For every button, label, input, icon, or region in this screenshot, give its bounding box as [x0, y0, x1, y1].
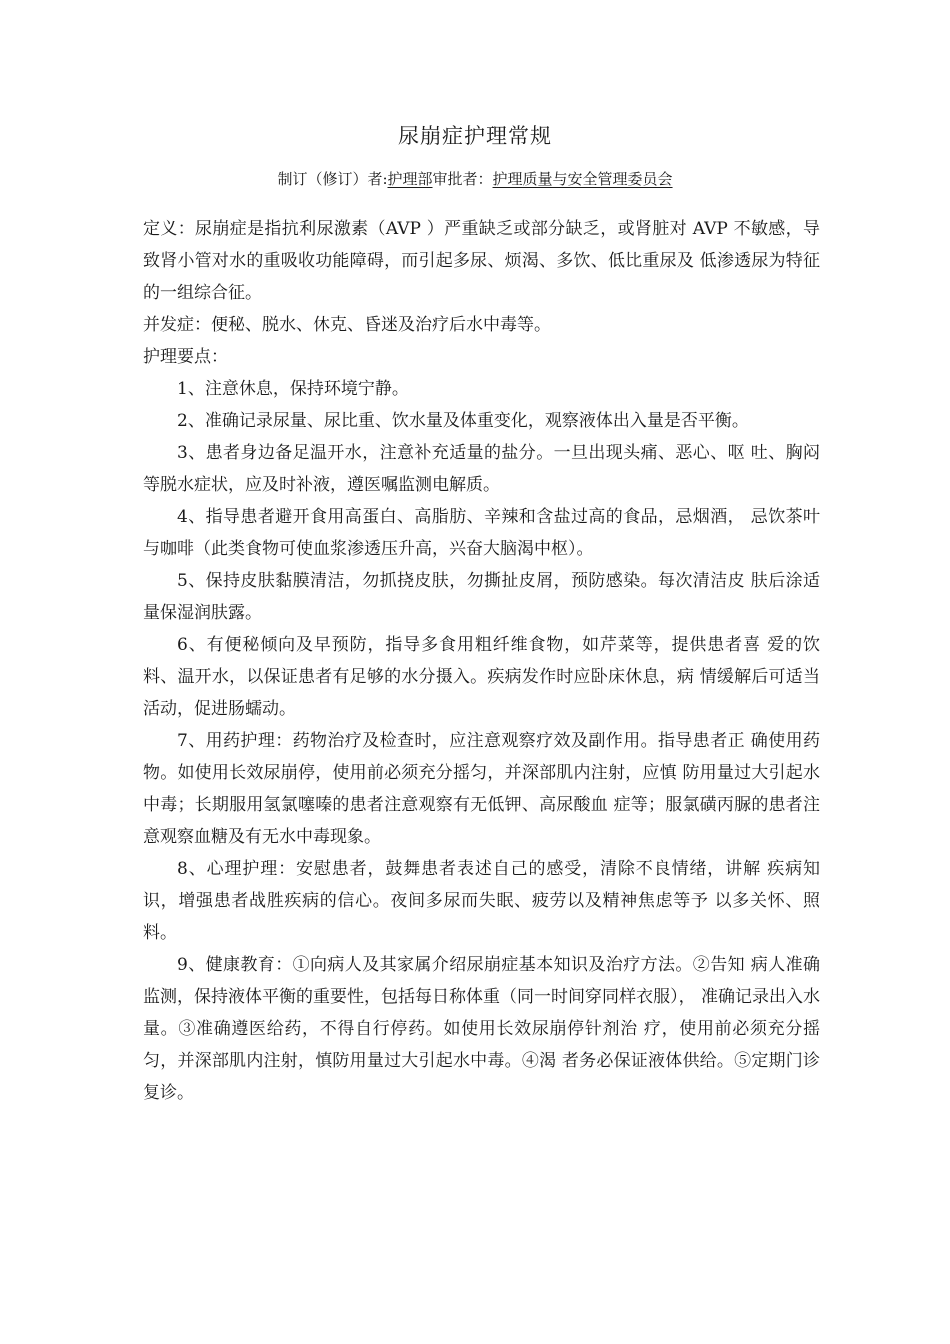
- document-title: 尿崩症护理常规: [398, 124, 552, 148]
- key-point-item: 6、有便秘倾向及早预防，指导多食用粗纤维食物，如芹菜等，提供患者喜 爱的饮料、温开水，以保证患者有足够的水分摄入。疾病发作时应卧床休息，病 情缓解后可适当活动，促进肠蠕动。: [143, 635, 820, 719]
- key-points-heading: 护理要点：: [143, 347, 228, 367]
- key-point-item: 9、健康教育：①向病人及其家属介绍尿崩症基本知识及治疗方法。②告知 病人准确监测，保持液体平衡的重要性，包括每日称体重（同一时间穿同样衣服）， 准确记录出入水量。③准确遵医给药，不得自行停药。如使用长效尿崩停针剂治 疗，使用前必须充分摇匀，并深部肌内注射，慎防用量过大引起水中毒。④渴 者务必保证液体供给。⑤定期门诊复诊。: [143, 955, 820, 1103]
- key-point-item: 3、患者身边备足温开水，注意补充适量的盐分。一旦出现头痛、恶心、呕 吐、胸闷等脱水症状，应及时补液，遵医嘱监测电解质。: [143, 443, 820, 495]
- complications-paragraph: 并发症：便秘、脱水、休克、昏迷及治疗后水中毒等。: [143, 315, 551, 335]
- key-point-item: 5、保持皮肤黏膜清洁，勿抓挠皮肤，勿撕扯皮屑，预防感染。每次清洁皮 肤后涂适量保湿润肤露。: [143, 571, 820, 623]
- approver-name: 护理质量与安全管理委员会: [492, 170, 673, 188]
- document-subtitle: [0, 166, 950, 192]
- key-point-item: 8、心理护理：安慰患者，鼓舞患者表述自己的感受，清除不良情绪，讲解 疾病知识，增强患者战胜疾病的信心。夜间多尿而失眠、疲劳以及精神焦虑等予 以多关怀、照料。: [143, 859, 820, 943]
- approver-label: 审批者：: [432, 170, 493, 188]
- definition-paragraph: 定义：尿崩症是指抗利尿激素（AVP ）严重缺乏或部分缺乏，或肾脏对 AVP 不敏感，导致肾小管对水的重吸收功能障碍，而引起多尿、烦渴、多饮、低比重尿及 低渗透尿为特征的一组综合征。: [143, 219, 820, 303]
- document-body: [143, 213, 820, 1109]
- key-point-item: 7、用药护理：药物治疗及检查时，应注意观察疗效及副作用。指导患者正 确使用药物。如使用长效尿崩停，使用前必须充分摇匀，并深部肌内注射，应慎 防用量过大引起水中毒；长期服用氢氯噻嗪的患者注意观察有无低钾、高尿酸血 症等；服氯磺丙脲的患者注意观察血糖及有无水中毒现象。: [143, 731, 820, 847]
- author-label: 制订（修订）者:: [277, 170, 388, 188]
- author-name: 护理部: [387, 170, 433, 188]
- key-point-item: 2、准确记录尿量、尿比重、饮水量及体重变化，观察液体出入量是否平衡。: [177, 411, 749, 431]
- key-point-item: 4、指导患者避开食用高蛋白、高脂肪、辛辣和含盐过高的食品，忌烟酒， 忌饮茶叶与咖啡（此类食物可使血浆渗透压升高，兴奋大脑渴中枢）。: [143, 507, 820, 559]
- key-point-item: 1、注意休息，保持环境宁静。: [177, 379, 409, 399]
